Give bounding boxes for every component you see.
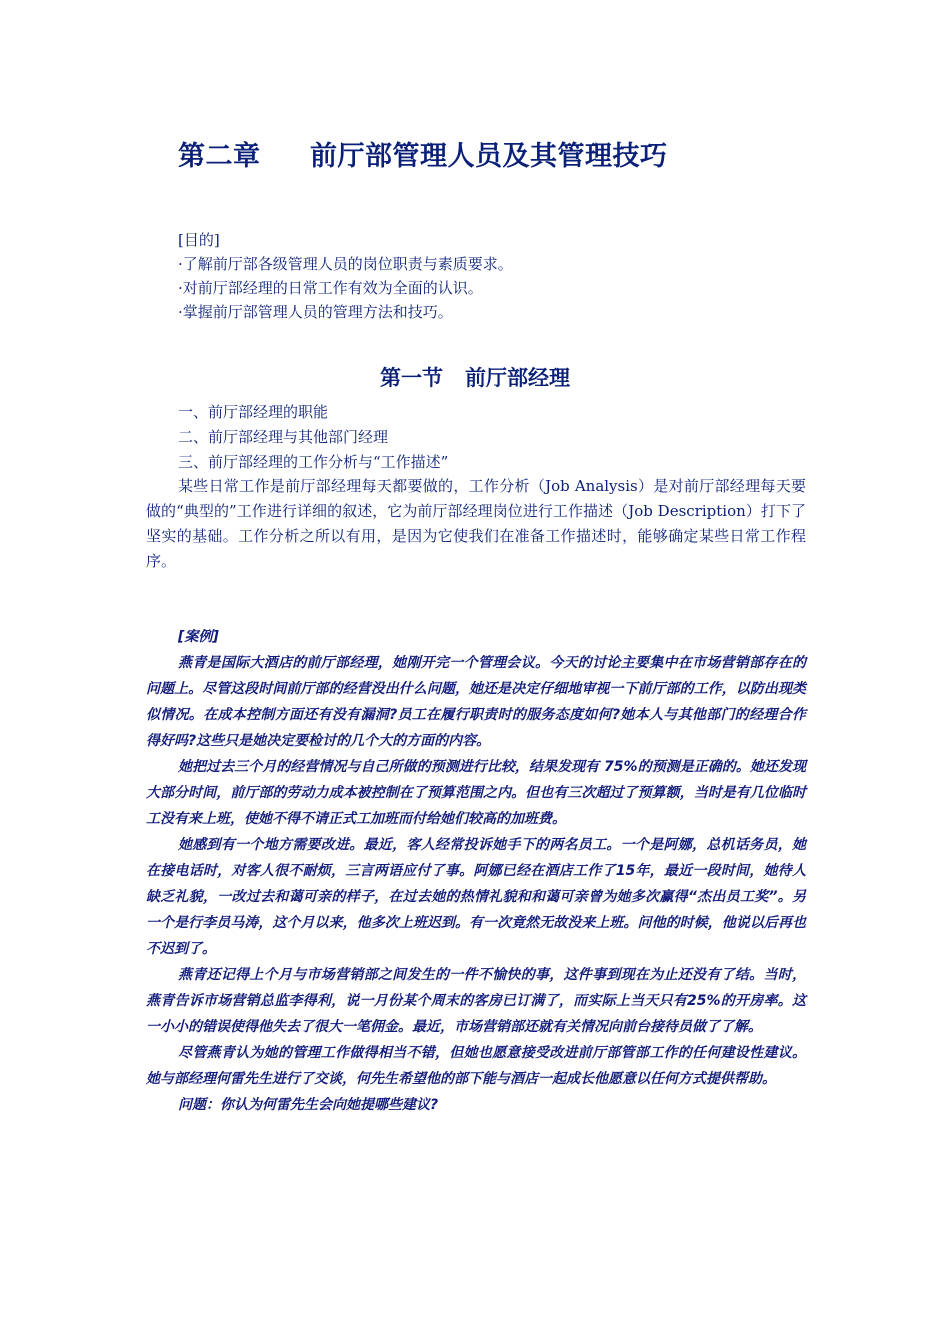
case-label: [案例]	[178, 629, 219, 645]
case-paragraph: 她把过去三个月的经营情况与自己所做的预测进行比较，结果发现有 75%的预测是正确的。她还发现大部分时间，前厅部的劳动力成本被控制在了预算范围之内。但也有三次超过了预算额，当时是有几位临时工没有来上班，使她不得不请正式工加班而付给她们较高的加班费。	[146, 759, 806, 827]
section-outline	[178, 400, 818, 475]
case-paragraph: 尽管燕青认为她的管理工作做得相当不错，但她也愿意接受改进前厅部管部工作的任何建设性建议。她与部经理何雷先生进行了交谈，何先生希望他的部下能与酒店一起成长他愿意以任何方式提供帮助。	[146, 1045, 806, 1087]
outline-item: 二、前厅部经理与其他部门经理	[178, 428, 389, 446]
objective-item: ·对前厅部经理的日常工作有效为全面的认识。	[178, 279, 483, 297]
section-heading: 前厅部经理	[465, 365, 570, 390]
chapter-heading: 前厅部管理人员及其管理技巧	[310, 141, 668, 172]
objective-item: ·了解前厅部各级管理人员的岗位职责与素质要求。	[178, 255, 513, 273]
outline-item: 一、前厅部经理的职能	[178, 403, 329, 421]
chapter-number: 第二章	[178, 141, 261, 172]
objectives-heading: [目的]	[178, 231, 220, 249]
case-question: 问题：你认为何雷先生会向她提哪些建议?	[178, 1097, 439, 1113]
objective-item: ·掌握前厅部管理人员的管理方法和技巧。	[178, 303, 453, 321]
case-paragraph: 燕青还记得上个月与市场营销部之间发生的一件不愉快的事，这件事到现在为止还没有了结。当时，燕青告诉市场营销总监李得利，说一月份某个周末的客房已订满了，而实际上当天只有25%的开房率。这一小小的错误使得他失去了很大一笔佣金。最近，市场营销部还就有关情况向前台接待员做了了解。	[146, 967, 806, 1035]
intro-paragraph: 某些日常工作是前厅部经理每天都要做的，工作分析（Job Analysis）是对前厅部经理每天要做的“典型的”工作进行详细的叙述，它为前厅部经理岗位进行工作描述（Job Description）打下了坚实的基础。工作分析之所以有用，是因为它使我们在准备工作描述时，能够确定某些日常工作程序。	[146, 477, 806, 570]
section-title	[0, 362, 950, 392]
section-number: 第一节	[380, 365, 443, 390]
case-paragraph: 燕青是国际大酒店的前厅部经理，她刚开完一个管理会议。今天的讨论主要集中在市场营销部存在的问题上。尽管这段时间前厅部的经营没出什么问题，她还是决定仔细地审视一下前厅部的工作，以防出现类似情况。在成本控制方面还有没有漏洞?员工在履行职责时的服务态度如何?她本人与其他部门的经理合作得好吗?这些只是她决定要检讨的几个大的方面的内容。	[146, 655, 806, 749]
objectives-block	[178, 228, 818, 324]
case-paragraph: 她感到有一个地方需要改进。最近，客人经常投诉她手下的两名员工。一个是阿娜，总机话务员，她在接电话时，对客人很不耐烦，三言两语应付了事。阿娜已经在酒店工作了15年，最近一段时间，她待人缺乏礼貌，一改过去和蔼可亲的样子，在过去她的热情礼貌和和蔼可亲曾为她多次赢得“杰出员工奖”。另一个是行李员马涛，这个月以来，他多次上班迟到。有一次竟然无故没来上班。问他的时候，他说以后再也不迟到了。	[146, 837, 806, 957]
chapter-title	[178, 134, 878, 173]
outline-item: 三、前厅部经理的工作分析与“工作描述”	[178, 453, 449, 471]
case-study	[146, 624, 806, 1118]
